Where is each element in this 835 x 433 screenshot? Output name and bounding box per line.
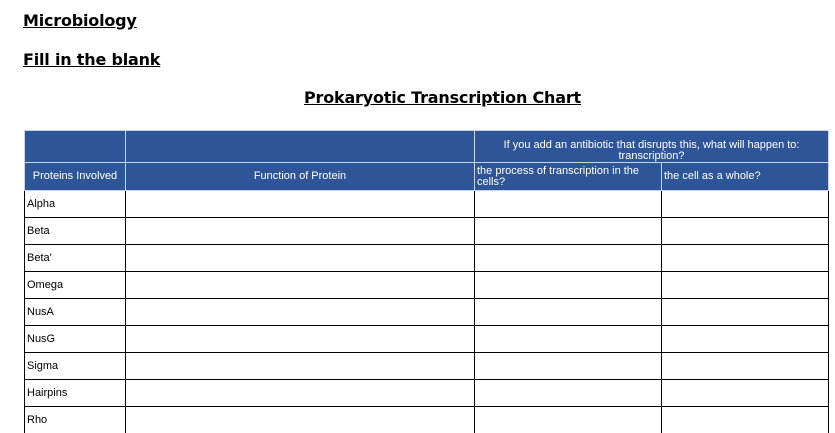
header-blank-2 xyxy=(126,131,475,163)
function-blank-cell[interactable] xyxy=(126,380,475,407)
header-blank-1 xyxy=(25,131,126,163)
function-blank-cell[interactable] xyxy=(126,299,475,326)
protein-name-cell: Hairpins xyxy=(25,380,126,407)
protein-name-cell: NusG xyxy=(25,326,126,353)
section-heading: Fill in the blank xyxy=(23,50,161,69)
cell-effect-blank-cell[interactable] xyxy=(662,218,829,245)
table-row xyxy=(25,191,829,218)
column-header-cell: the cell as a whole? xyxy=(662,163,829,191)
function-blank-cell[interactable] xyxy=(126,272,475,299)
table-row xyxy=(25,326,829,353)
table-row xyxy=(25,218,829,245)
process-blank-cell[interactable] xyxy=(475,218,662,245)
antibiotic-group-header: If you add an antibiotic that disrupts this, what will happen to: transcription? xyxy=(475,131,829,163)
column-header-proteins: Proteins Involved xyxy=(25,163,126,191)
cell-effect-blank-cell[interactable] xyxy=(662,245,829,272)
transcription-chart-table xyxy=(24,130,829,433)
cell-effect-blank-cell[interactable] xyxy=(662,380,829,407)
protein-name-cell: NusA xyxy=(25,299,126,326)
chart-title: Prokaryotic Transcription Chart xyxy=(304,88,581,107)
process-blank-cell[interactable] xyxy=(475,299,662,326)
function-blank-cell[interactable] xyxy=(126,245,475,272)
process-blank-cell[interactable] xyxy=(475,245,662,272)
function-blank-cell[interactable] xyxy=(126,326,475,353)
table-row xyxy=(25,299,829,326)
protein-name-cell: Omega xyxy=(25,272,126,299)
table-row xyxy=(25,272,829,299)
column-header-function: Function of Protein xyxy=(126,163,475,191)
table-row xyxy=(25,407,829,433)
process-blank-cell[interactable] xyxy=(475,353,662,380)
cell-effect-blank-cell[interactable] xyxy=(662,299,829,326)
function-blank-cell[interactable] xyxy=(126,218,475,245)
function-blank-cell[interactable] xyxy=(126,407,475,433)
process-blank-cell[interactable] xyxy=(475,326,662,353)
column-header-process: the process of transcription in the cells? xyxy=(475,163,662,191)
table-row xyxy=(25,380,829,407)
protein-name-cell: Beta' xyxy=(25,245,126,272)
table-row xyxy=(25,353,829,380)
process-blank-cell[interactable] xyxy=(475,407,662,433)
process-blank-cell[interactable] xyxy=(475,191,662,218)
cell-effect-blank-cell[interactable] xyxy=(662,326,829,353)
protein-name-cell: Rho xyxy=(25,407,126,433)
protein-name-cell: Sigma xyxy=(25,353,126,380)
table-row xyxy=(25,245,829,272)
cell-effect-blank-cell[interactable] xyxy=(662,407,829,433)
subject-heading: Microbiology xyxy=(23,11,137,30)
process-blank-cell[interactable] xyxy=(475,380,662,407)
protein-name-cell: Beta xyxy=(25,218,126,245)
cell-effect-blank-cell[interactable] xyxy=(662,191,829,218)
protein-name-cell: Alpha xyxy=(25,191,126,218)
cell-effect-blank-cell[interactable] xyxy=(662,272,829,299)
function-blank-cell[interactable] xyxy=(126,191,475,218)
process-blank-cell[interactable] xyxy=(475,272,662,299)
cell-effect-blank-cell[interactable] xyxy=(662,353,829,380)
function-blank-cell[interactable] xyxy=(126,353,475,380)
